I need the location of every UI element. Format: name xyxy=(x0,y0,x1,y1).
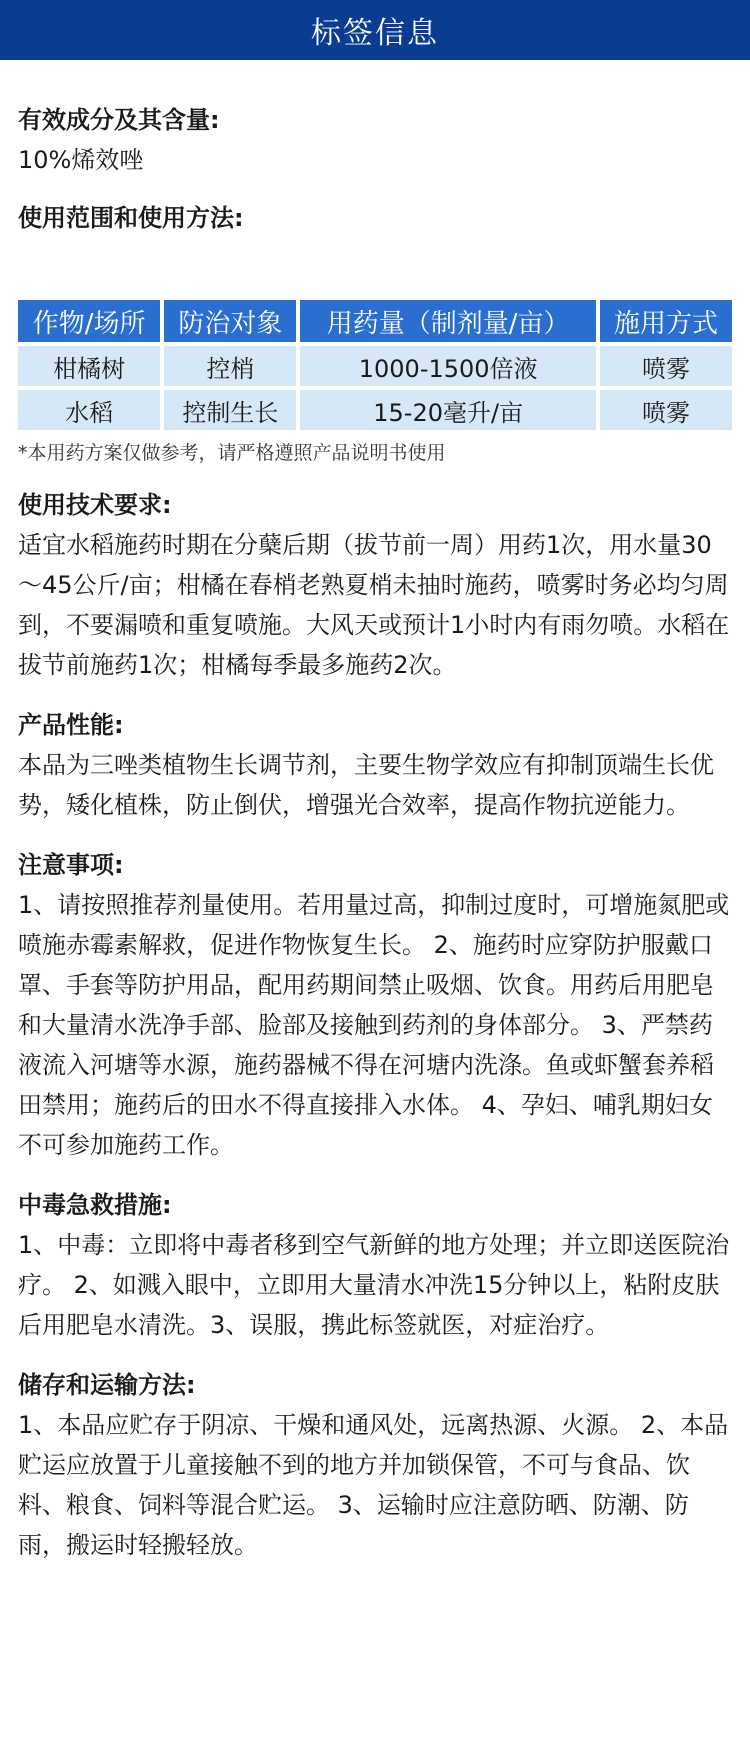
table-cell: 1000-1500倍液 xyxy=(300,346,596,386)
firstaid-section xyxy=(18,1189,732,1345)
storage-title: 储存和运输方法: xyxy=(18,1371,196,1399)
tech-section xyxy=(18,489,732,685)
cautions-section xyxy=(18,849,732,1165)
table-note: *本用药方案仅做参考，请严格遵照产品说明书使用 xyxy=(18,442,446,464)
ingredient-title: 有效成分及其含量: xyxy=(18,106,220,134)
table-row xyxy=(18,390,732,430)
table-row xyxy=(18,346,732,386)
table-header-dose: 用药量（制剂量/亩） xyxy=(300,300,596,342)
storage-text: 1、本品应贮存于阴凉、干燥和通风处，远离热源、火源。 2、本品贮运应放置于儿童接触不到的地方并加锁保管，不可与食品、饮料、粮食、饲料等混合贮运。 3、运输时应注意防晒、防潮、防雨，搬运时轻搬轻放。 xyxy=(18,1411,729,1559)
firstaid-title: 中毒急救措施: xyxy=(18,1191,172,1219)
firstaid-text: 1、中毒：立即将中毒者移到空气新鲜的地方处理；并立即送医院治疗。 2、如溅入眼中，立即用大量清水冲洗15分钟以上，粘附皮肤后用肥皂水清洗。3、误服，携此标签就医，对症治疗。 xyxy=(18,1231,730,1339)
table-cell: 控梢 xyxy=(164,346,296,386)
tech-title: 使用技术要求: xyxy=(18,491,172,519)
label-content xyxy=(0,104,750,1565)
table-header-row xyxy=(18,300,732,342)
table-cell: 水稻 xyxy=(18,390,160,430)
table-cell: 控制生长 xyxy=(164,390,296,430)
usage-title: 使用范围和使用方法: xyxy=(18,204,244,232)
dosage-table xyxy=(14,296,736,434)
header-bar xyxy=(0,0,750,60)
tech-text: 适宜水稻施药时期在分蘖后期（拔节前一周）用药1次，用水量30～45公斤/亩；柑橘在春梢老熟夏梢未抽时施药，喷雾时务必均匀周到，不要漏喷和重复喷施。大风天或预计1小时内有雨勿喷。水稻在拔节前施药1次；柑橘每季最多施药2次。 xyxy=(18,531,730,679)
performance-text: 本品为三唑类植物生长调节剂，主要生物学效应有抑制顶端生长优势，矮化植株，防止倒伏，增强光合效率，提高作物抗逆能力。 xyxy=(18,751,714,819)
performance-title: 产品性能: xyxy=(18,711,124,739)
storage-section xyxy=(18,1369,732,1565)
page-title: 标签信息 xyxy=(311,16,439,51)
table-header-method: 施用方式 xyxy=(600,300,732,342)
table-header-crop: 作物/场所 xyxy=(18,300,160,342)
table-cell: 15-20毫升/亩 xyxy=(300,390,596,430)
table-cell: 喷雾 xyxy=(600,390,732,430)
table-cell: 喷雾 xyxy=(600,346,732,386)
table-cell: 柑橘树 xyxy=(18,346,160,386)
performance-section xyxy=(18,709,732,825)
cautions-title: 注意事项: xyxy=(18,851,124,879)
table-header-target: 防治对象 xyxy=(164,300,296,342)
usage-spacer xyxy=(18,234,732,296)
cautions-text: 1、请按照推荐剂量使用。若用量过高，抑制过度时，可增施氮肥或喷施赤霉素解救，促进作物恢复生长。 2、施药时应穿防护服戴口罩、手套等防护用品，配用药期间禁止吸烟、饮食。用药后用肥皂和大量清水洗净手部、脸部及接触到药剂的身体部分。 3、严禁药液流入河塘等水源，施药器械不得在河塘内洗涤。鱼或虾蟹套养稻田禁用；施药后的田水不得直接排入水体。 4、孕妇、哺乳期妇女不可参加施药工作。 xyxy=(18,891,730,1159)
ingredient-value: 10%烯效唑 xyxy=(18,146,144,174)
